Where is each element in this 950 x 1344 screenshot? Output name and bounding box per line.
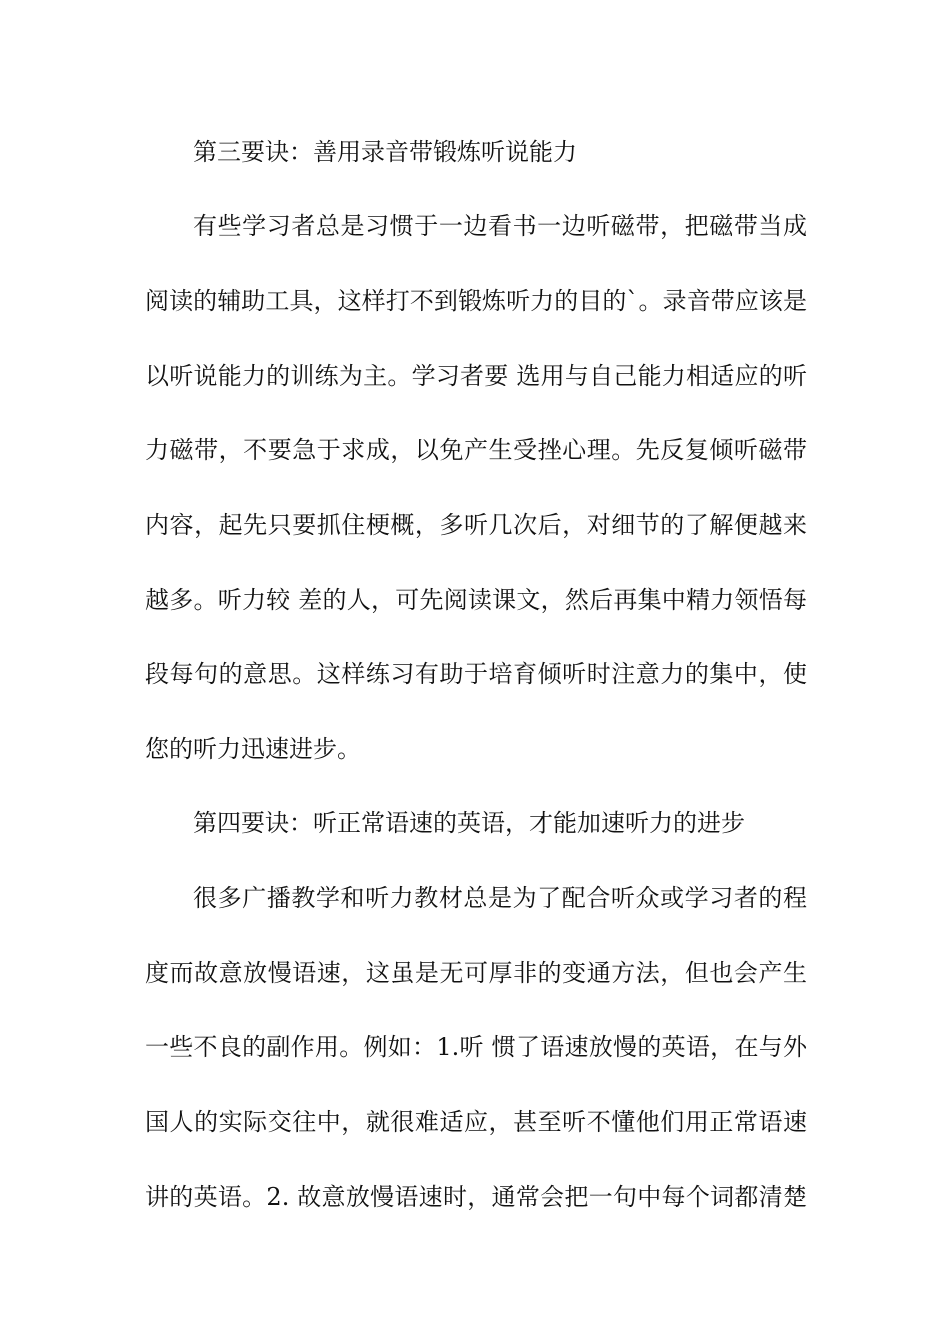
paragraph-line: 段每句的意思。这样练习有助于培育倾听时注意力的集中，使 bbox=[145, 660, 807, 688]
paragraph-line: 以听说能力的训练为主。学习者要 选用与自己能力相适应的听 bbox=[145, 362, 807, 390]
paragraph-line: 有些学习者总是习惯于一边看书一边听磁带，把磁带当成 bbox=[193, 212, 807, 240]
paragraph-line: 越多。听力较 差的人，可先阅读课文，然后再集中精力领悟每 bbox=[145, 586, 807, 614]
paragraph-line: 一些不良的副作用。例如：1.听 惯了语速放慢的英语，在与外 bbox=[145, 1033, 807, 1061]
paragraph-line: 阅读的辅助工具，这样打不到锻炼听力的目的`。录音带应该是 bbox=[145, 287, 807, 315]
paragraph-line: 内容，起先只要抓住梗概，多听几次后，对细节的了解便越来 bbox=[145, 511, 807, 539]
paragraph-line: 力磁带，不要急于求成，以免产生受挫心理。先反复倾听磁带 bbox=[145, 436, 807, 464]
paragraph-line: 很多广播教学和听力教材总是为了配合听众或学习者的程 bbox=[193, 884, 807, 912]
paragraph-line: 度而故意放慢语速，这虽是无可厚非的变通方法，但也会产生 bbox=[145, 959, 807, 987]
section-heading-4: 第四要诀：听正常语速的英语，才能加速听力的进步 bbox=[193, 809, 745, 837]
paragraph-line: 讲的英语。2. 故意放慢语速时，通常会把一句中每个词都清楚 bbox=[145, 1183, 807, 1211]
section-heading-3: 第三要诀：善用录音带锻炼听说能力 bbox=[193, 138, 577, 166]
paragraph-line: 国人的实际交往中，就很难适应，甚至听不懂他们用正常语速 bbox=[145, 1108, 807, 1136]
paragraph-line: 您的听力迅速进步。 bbox=[145, 735, 361, 763]
